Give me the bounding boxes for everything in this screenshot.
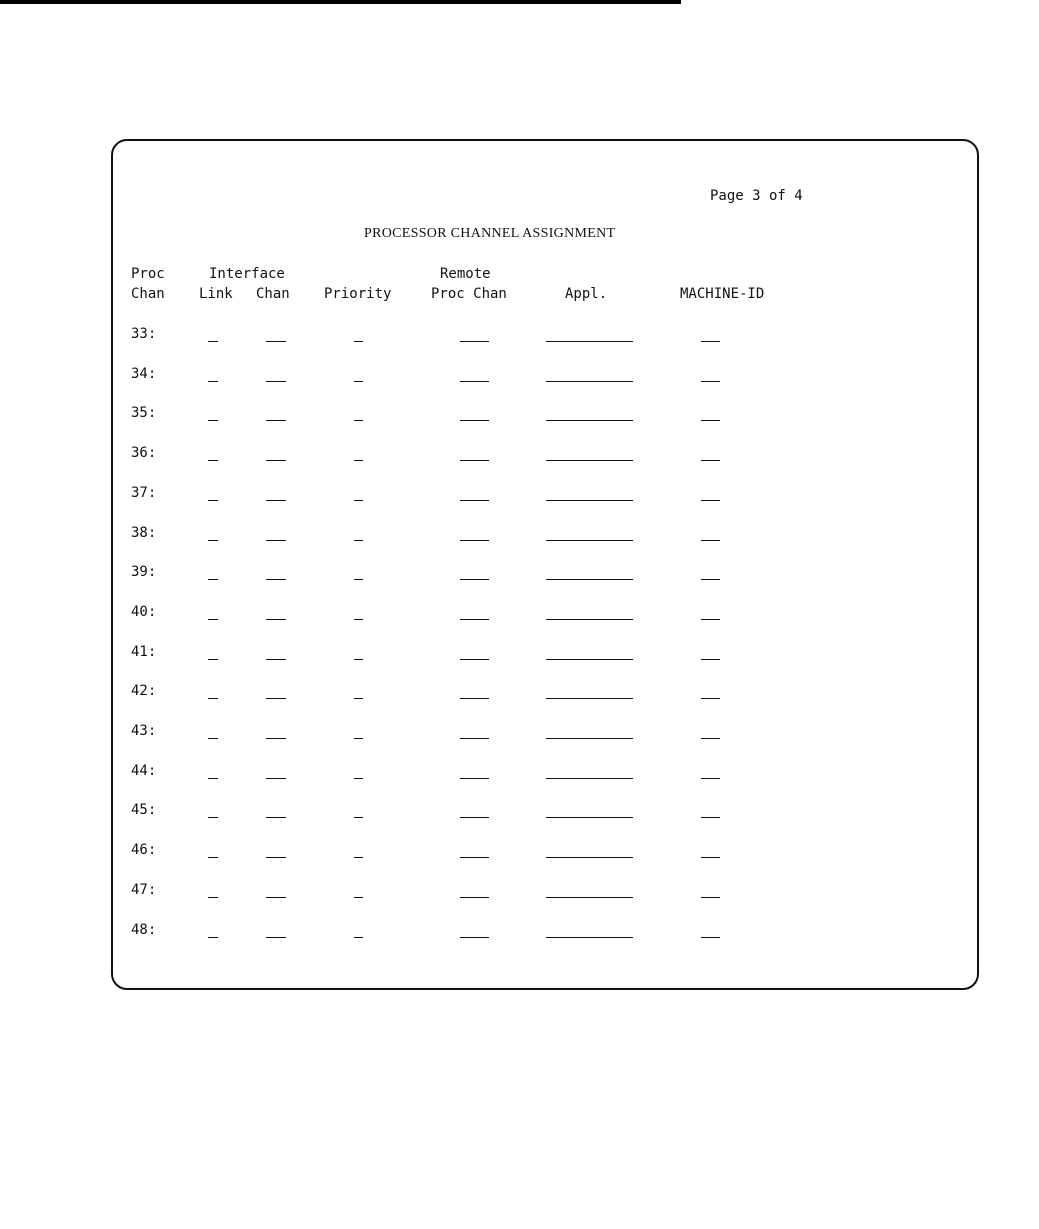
link-field[interactable] <box>208 540 218 541</box>
chan-field[interactable] <box>266 460 286 461</box>
header-remote: Remote <box>440 266 491 282</box>
header-link: Link <box>199 286 233 302</box>
appl-field[interactable] <box>546 698 633 699</box>
chan-field[interactable] <box>266 341 286 342</box>
link-field[interactable] <box>208 857 218 858</box>
row-label: 46: <box>131 842 157 859</box>
remote-chan-field[interactable] <box>460 619 489 620</box>
priority-field[interactable] <box>354 897 363 898</box>
machine-id-field[interactable] <box>701 778 720 779</box>
remote-chan-field[interactable] <box>460 698 489 699</box>
appl-field[interactable] <box>546 381 633 382</box>
row-label: 35: <box>131 405 157 422</box>
chan-field[interactable] <box>266 897 286 898</box>
remote-chan-field[interactable] <box>460 738 489 739</box>
row-label: 37: <box>131 484 157 501</box>
priority-field[interactable] <box>354 579 363 580</box>
header-interface: Interface <box>209 266 285 282</box>
appl-field[interactable] <box>546 817 633 818</box>
chan-field[interactable] <box>266 420 286 421</box>
header-priority: Priority <box>324 286 392 302</box>
appl-field[interactable] <box>546 460 633 461</box>
remote-chan-field[interactable] <box>460 500 489 501</box>
remote-chan-field[interactable] <box>460 420 489 421</box>
priority-field[interactable] <box>354 659 363 660</box>
chan-field[interactable] <box>266 500 286 501</box>
remote-chan-field[interactable] <box>460 540 489 541</box>
machine-id-field[interactable] <box>701 420 720 421</box>
link-field[interactable] <box>208 937 218 938</box>
chan-field[interactable] <box>266 817 286 818</box>
chan-field[interactable] <box>266 540 286 541</box>
machine-id-field[interactable] <box>701 659 720 660</box>
row-label: 33: <box>131 326 157 342</box>
chan-field[interactable] <box>266 659 286 660</box>
machine-id-field[interactable] <box>701 698 720 699</box>
remote-chan-field[interactable] <box>460 460 489 461</box>
link-field[interactable] <box>208 817 218 818</box>
priority-field[interactable] <box>354 540 363 541</box>
link-field[interactable] <box>208 778 218 779</box>
remote-chan-field[interactable] <box>460 579 489 580</box>
link-field[interactable] <box>208 698 218 699</box>
machine-id-field[interactable] <box>701 460 720 461</box>
link-field[interactable] <box>208 420 218 421</box>
row-label: 44: <box>131 762 157 779</box>
priority-field[interactable] <box>354 937 363 938</box>
link-field[interactable] <box>208 897 218 898</box>
screen-title: PROCESSOR CHANNEL ASSIGNMENT <box>364 226 616 241</box>
row-label: 38: <box>131 524 157 541</box>
page-indicator: Page 3 of 4 <box>710 188 803 204</box>
machine-id-field[interactable] <box>701 341 720 342</box>
remote-chan-field[interactable] <box>460 937 489 938</box>
priority-field[interactable] <box>354 381 363 382</box>
row-label: 36: <box>131 445 157 462</box>
header-chan: Chan <box>256 286 290 302</box>
appl-field[interactable] <box>546 857 633 858</box>
chan-field[interactable] <box>266 619 286 620</box>
header-machine-id: MACHINE-ID <box>680 286 765 302</box>
link-field[interactable] <box>208 738 218 739</box>
header-proc-chan: Chan <box>131 286 165 302</box>
row-label: 34: <box>131 365 157 382</box>
appl-field[interactable] <box>546 937 633 938</box>
appl-field[interactable] <box>546 738 633 739</box>
priority-field[interactable] <box>354 500 363 501</box>
remote-chan-field[interactable] <box>460 817 489 818</box>
appl-field[interactable] <box>546 540 633 541</box>
machine-id-field[interactable] <box>701 897 720 898</box>
appl-field[interactable] <box>546 778 633 779</box>
row-label: 43: <box>131 723 157 739</box>
appl-field[interactable] <box>546 579 633 580</box>
machine-id-field[interactable] <box>701 579 720 580</box>
appl-field[interactable] <box>546 619 633 620</box>
row-label: 45: <box>131 802 157 819</box>
row-label: 42: <box>131 683 157 700</box>
remote-chan-field[interactable] <box>460 857 489 858</box>
priority-field[interactable] <box>354 420 363 421</box>
link-field[interactable] <box>208 659 218 660</box>
appl-field[interactable] <box>546 897 633 898</box>
appl-field[interactable] <box>546 500 633 501</box>
priority-field[interactable] <box>354 619 363 620</box>
priority-field[interactable] <box>354 817 363 818</box>
chan-field[interactable] <box>266 738 286 739</box>
remote-chan-field[interactable] <box>460 381 489 382</box>
link-field[interactable] <box>208 381 218 382</box>
chan-field[interactable] <box>266 857 286 858</box>
link-field[interactable] <box>208 619 218 620</box>
machine-id-field[interactable] <box>701 619 720 620</box>
machine-id-field[interactable] <box>701 857 720 858</box>
machine-id-field[interactable] <box>701 500 720 501</box>
chan-field[interactable] <box>266 698 286 699</box>
row-label: 39: <box>131 564 157 581</box>
row-label: 41: <box>131 643 157 660</box>
chan-field[interactable] <box>266 381 286 382</box>
top-rule <box>0 0 681 4</box>
row-label: 47: <box>131 881 157 898</box>
appl-field[interactable] <box>546 659 633 660</box>
priority-field[interactable] <box>354 460 363 461</box>
machine-id-field[interactable] <box>701 937 720 938</box>
priority-field[interactable] <box>354 698 363 699</box>
link-field[interactable] <box>208 500 218 501</box>
priority-field[interactable] <box>354 341 363 342</box>
header-proc-top: Proc <box>131 266 165 282</box>
remote-chan-field[interactable] <box>460 659 489 660</box>
machine-id-field[interactable] <box>701 540 720 541</box>
priority-field[interactable] <box>354 738 363 739</box>
remote-chan-field[interactable] <box>460 341 489 342</box>
appl-field[interactable] <box>546 420 633 421</box>
appl-field[interactable] <box>546 341 633 342</box>
link-field[interactable] <box>208 579 218 580</box>
row-label: 40: <box>131 603 157 620</box>
priority-field[interactable] <box>354 778 363 779</box>
chan-field[interactable] <box>266 778 286 779</box>
remote-chan-field[interactable] <box>460 897 489 898</box>
header-appl: Appl. <box>565 286 608 302</box>
machine-id-field[interactable] <box>701 817 720 818</box>
machine-id-field[interactable] <box>701 738 720 739</box>
chan-field[interactable] <box>266 579 286 580</box>
row-label: 48: <box>131 921 157 938</box>
machine-id-field[interactable] <box>701 381 720 382</box>
chan-field[interactable] <box>266 937 286 938</box>
link-field[interactable] <box>208 341 218 342</box>
header-remote-proc-chan: Proc Chan <box>431 286 507 302</box>
link-field[interactable] <box>208 460 218 461</box>
remote-chan-field[interactable] <box>460 778 489 779</box>
priority-field[interactable] <box>354 857 363 858</box>
